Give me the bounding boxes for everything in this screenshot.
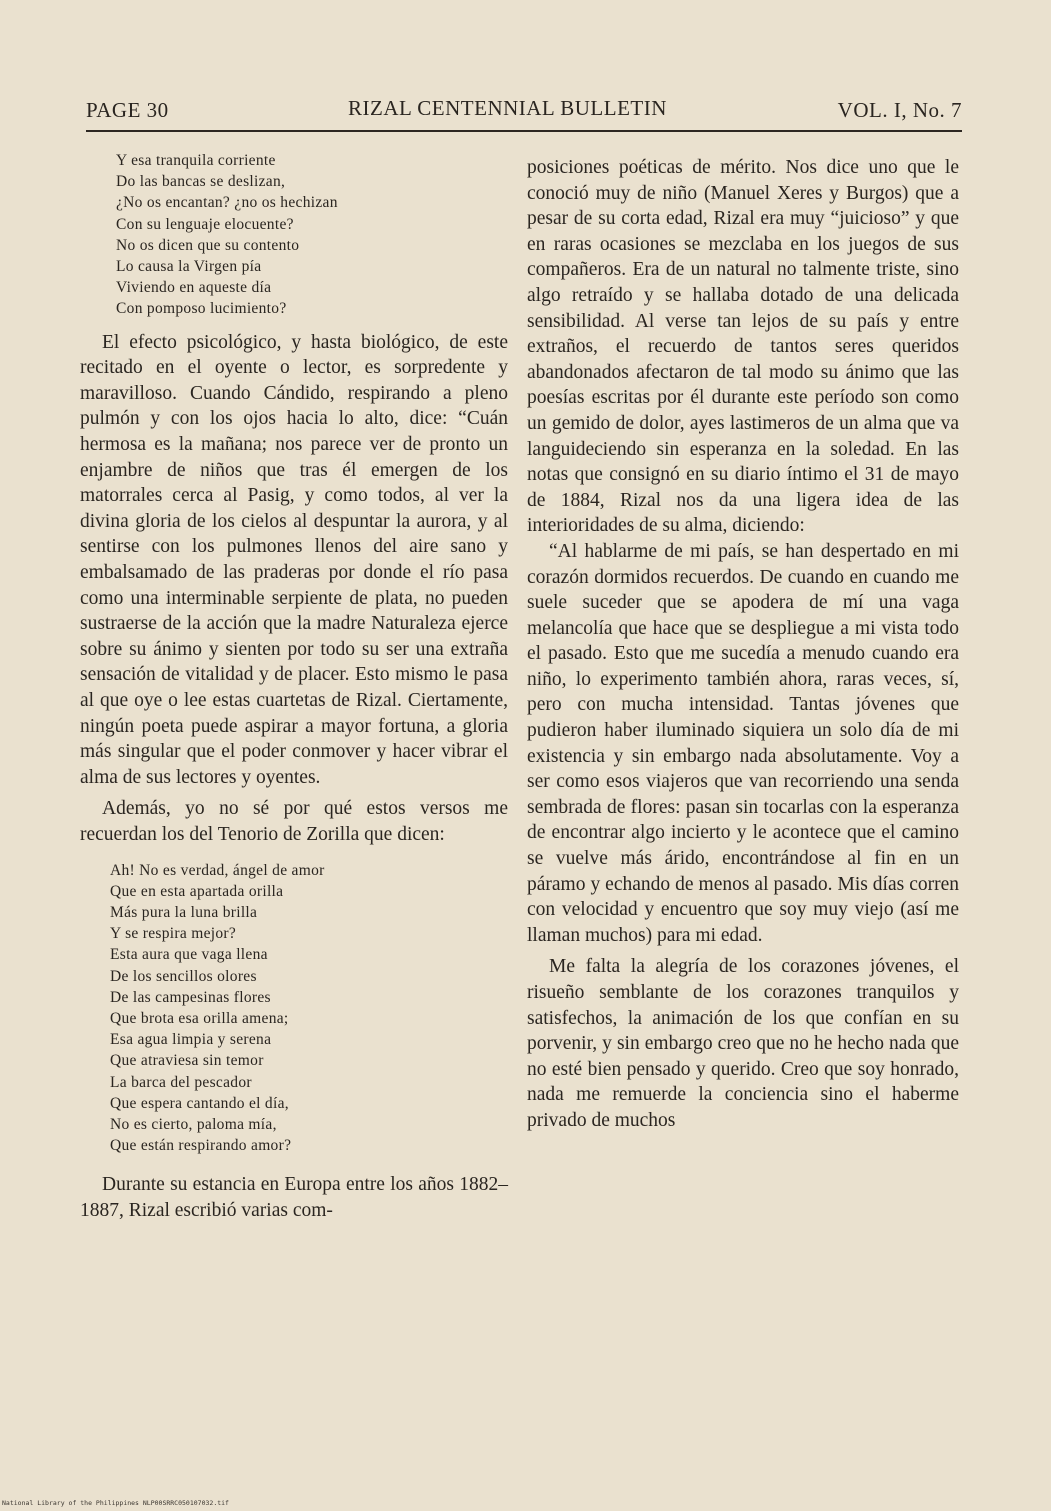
- bulletin-title: RIZAL CENTENNIAL BULLETIN: [348, 96, 667, 120]
- left-column: [80, 150, 508, 1224]
- verse-line: La barca del pescador: [110, 1073, 252, 1091]
- verse-line: Que espera cantando el día,: [110, 1094, 289, 1112]
- verse-line: Más pura la luna brilla: [110, 903, 258, 921]
- page-number: PAGE 30: [86, 98, 169, 122]
- verse-line: Con pomposo lucimiento?: [116, 300, 287, 318]
- verse-block-1: [116, 150, 508, 320]
- verse-line: De los sencillos olores: [110, 967, 257, 985]
- verse-line: Que en esta apartada orilla: [110, 882, 284, 900]
- paragraph-me-falta: Me falta la alegría de los corazones jóvenes, el risueño semblante de los corazones tranquilos y satisfechos, la animación de los que confían en su porvenir, y sin embargo creo que no he hecho nada que no esté bien pensado y querido. Creo que soy honrado, nada me remuerde la conciencia sino el haberme privado de muchos: [527, 956, 959, 1131]
- paragraph-diario-quote: “Al hablarme de mi país, se han despertado en mi corazón dormidos recuerdos. De cuando en cuando me suele suceder que se apodera de mí una vaga melancolía que hace que se despliegue a mi vista todo el pasado. Esto que me sucedía a menudo cuando era niño, lo experimento también ahora, raras veces, sí, pero con mucha intensidad. Tantas jóvenes que pudieron haber iluminado siquiera un solo día de mi existencia y sin embargo nada absolutamente. Voy a ser como esos viajeros que van recorriendo una senda sembrada de flores: pasan sin tocarlas con la esperanza de encontrar algo incierto y le acontece que el camino se vuelve más árido, encontrándose al fin en un páramo y echando de menos al pasado. Mis días corren con velocidad y encuentro que soy muy viejo (así me llaman muchos) para mi edad.: [527, 540, 959, 946]
- volume-number: VOL. I, No. 7: [837, 98, 962, 122]
- running-header: [86, 96, 962, 132]
- verse-line: ¿No os encantan? ¿no os hechizan: [116, 194, 338, 212]
- verse-line: Lo causa la Virgen pía: [116, 258, 262, 276]
- verse-block-2: [110, 860, 508, 1157]
- right-column: [527, 155, 959, 1134]
- verse-line: Esta aura que vaga llena: [110, 946, 268, 964]
- verse-line: De las campesinas flores: [110, 988, 271, 1006]
- verse-line: Que están respirando amor?: [110, 1137, 292, 1155]
- verse-line: Ah! No es verdad, ángel de amor: [110, 861, 325, 879]
- verse-line: No os dicen que su contento: [116, 236, 300, 254]
- paragraph-ademas: Además, yo no sé por qué estos versos me recuerdan los del Tenorio de Zorilla que dicen:: [80, 798, 508, 845]
- paragraph-efecto: El efecto psicológico, y hasta biológico, de este recitado en el oyente o lector, es sorpredente y maravilloso. Cuando Cándido, respirando a pleno pulmón y con los ojos hacia lo alto, dice: “Cuán hermosa es la mañana; nos parece ver de pronto un enjambre de niños que tras él emergen de los matorrales cerca al Pasig, y como todos, al ver la divina gloria de los cielos al despuntar la aurora, y al sentirse con los pulmones llenos del aire sano y embalsamado de las praderas por donde el río pasa como una interminable serpiente de plata, no pueden sustraerse de la acción que la madre Naturaleza ejerce sobre su ánimo y sienten por todo su ser una extraña sensación de vitalidad y de placer. Esto mismo le pasa al que oye o lee estas cuartetas de Rizal. Ciertamente, ningún poeta puede aspirar a mayor fortuna, a gloria más singular que el poder conmover y hacer vibrar el alma de sus lectores y oyentes.: [80, 331, 508, 788]
- header-rule: [86, 130, 962, 132]
- verse-line: Do las bancas se deslizan,: [116, 173, 286, 191]
- verse-line: Y esa tranquila corriente: [116, 152, 276, 169]
- verse-line: Esa agua limpia y serena: [110, 1031, 272, 1049]
- verse-line: No es cierto, paloma mía,: [110, 1115, 277, 1133]
- paragraph-posiciones: posiciones poéticas de mérito. Nos dice uno que le conoció muy de niño (Manuel Xeres y Burgos) que a pesar de su corta edad, Rizal era muy “juicioso” y que en raras ocasiones se mezclaba en los juegos de sus compañeros. Era de un natural no talmente triste, sino algo retraído y se hallaba dotado de una delicada sensibilidad. Al verse tan lejos de su país y entre extraños, el recuerdo de tantos seres queridos abandonados afectaron de tal modo su ánimo que las poesías escritas por él durante este período son como un gemido de dolor, ayes lastimeros de un alma que va languideciendo sin esperanza en la soledad. En las notas que consignó en su diario íntimo el 31 de mayo de 1884, Rizal nos da una ligera idea de las interioridades de su alma, diciendo:: [527, 157, 959, 537]
- verse-line: Que brota esa orilla amena;: [110, 1009, 289, 1027]
- paragraph-durante: Durante su estancia en Europa entre los años 1882–1887, Rizal escribió varias com-: [80, 1174, 508, 1221]
- verse-line: Con su lenguaje elocuente?: [116, 215, 294, 233]
- verse-line: Que atraviesa sin temor: [110, 1052, 264, 1070]
- scan-footer: National Library of the Philippines NLP00SRRC050107032.tif: [2, 1499, 229, 1507]
- verse-line: Y se respira mejor?: [110, 925, 237, 943]
- verse-line: Viviendo en aqueste día: [116, 279, 272, 297]
